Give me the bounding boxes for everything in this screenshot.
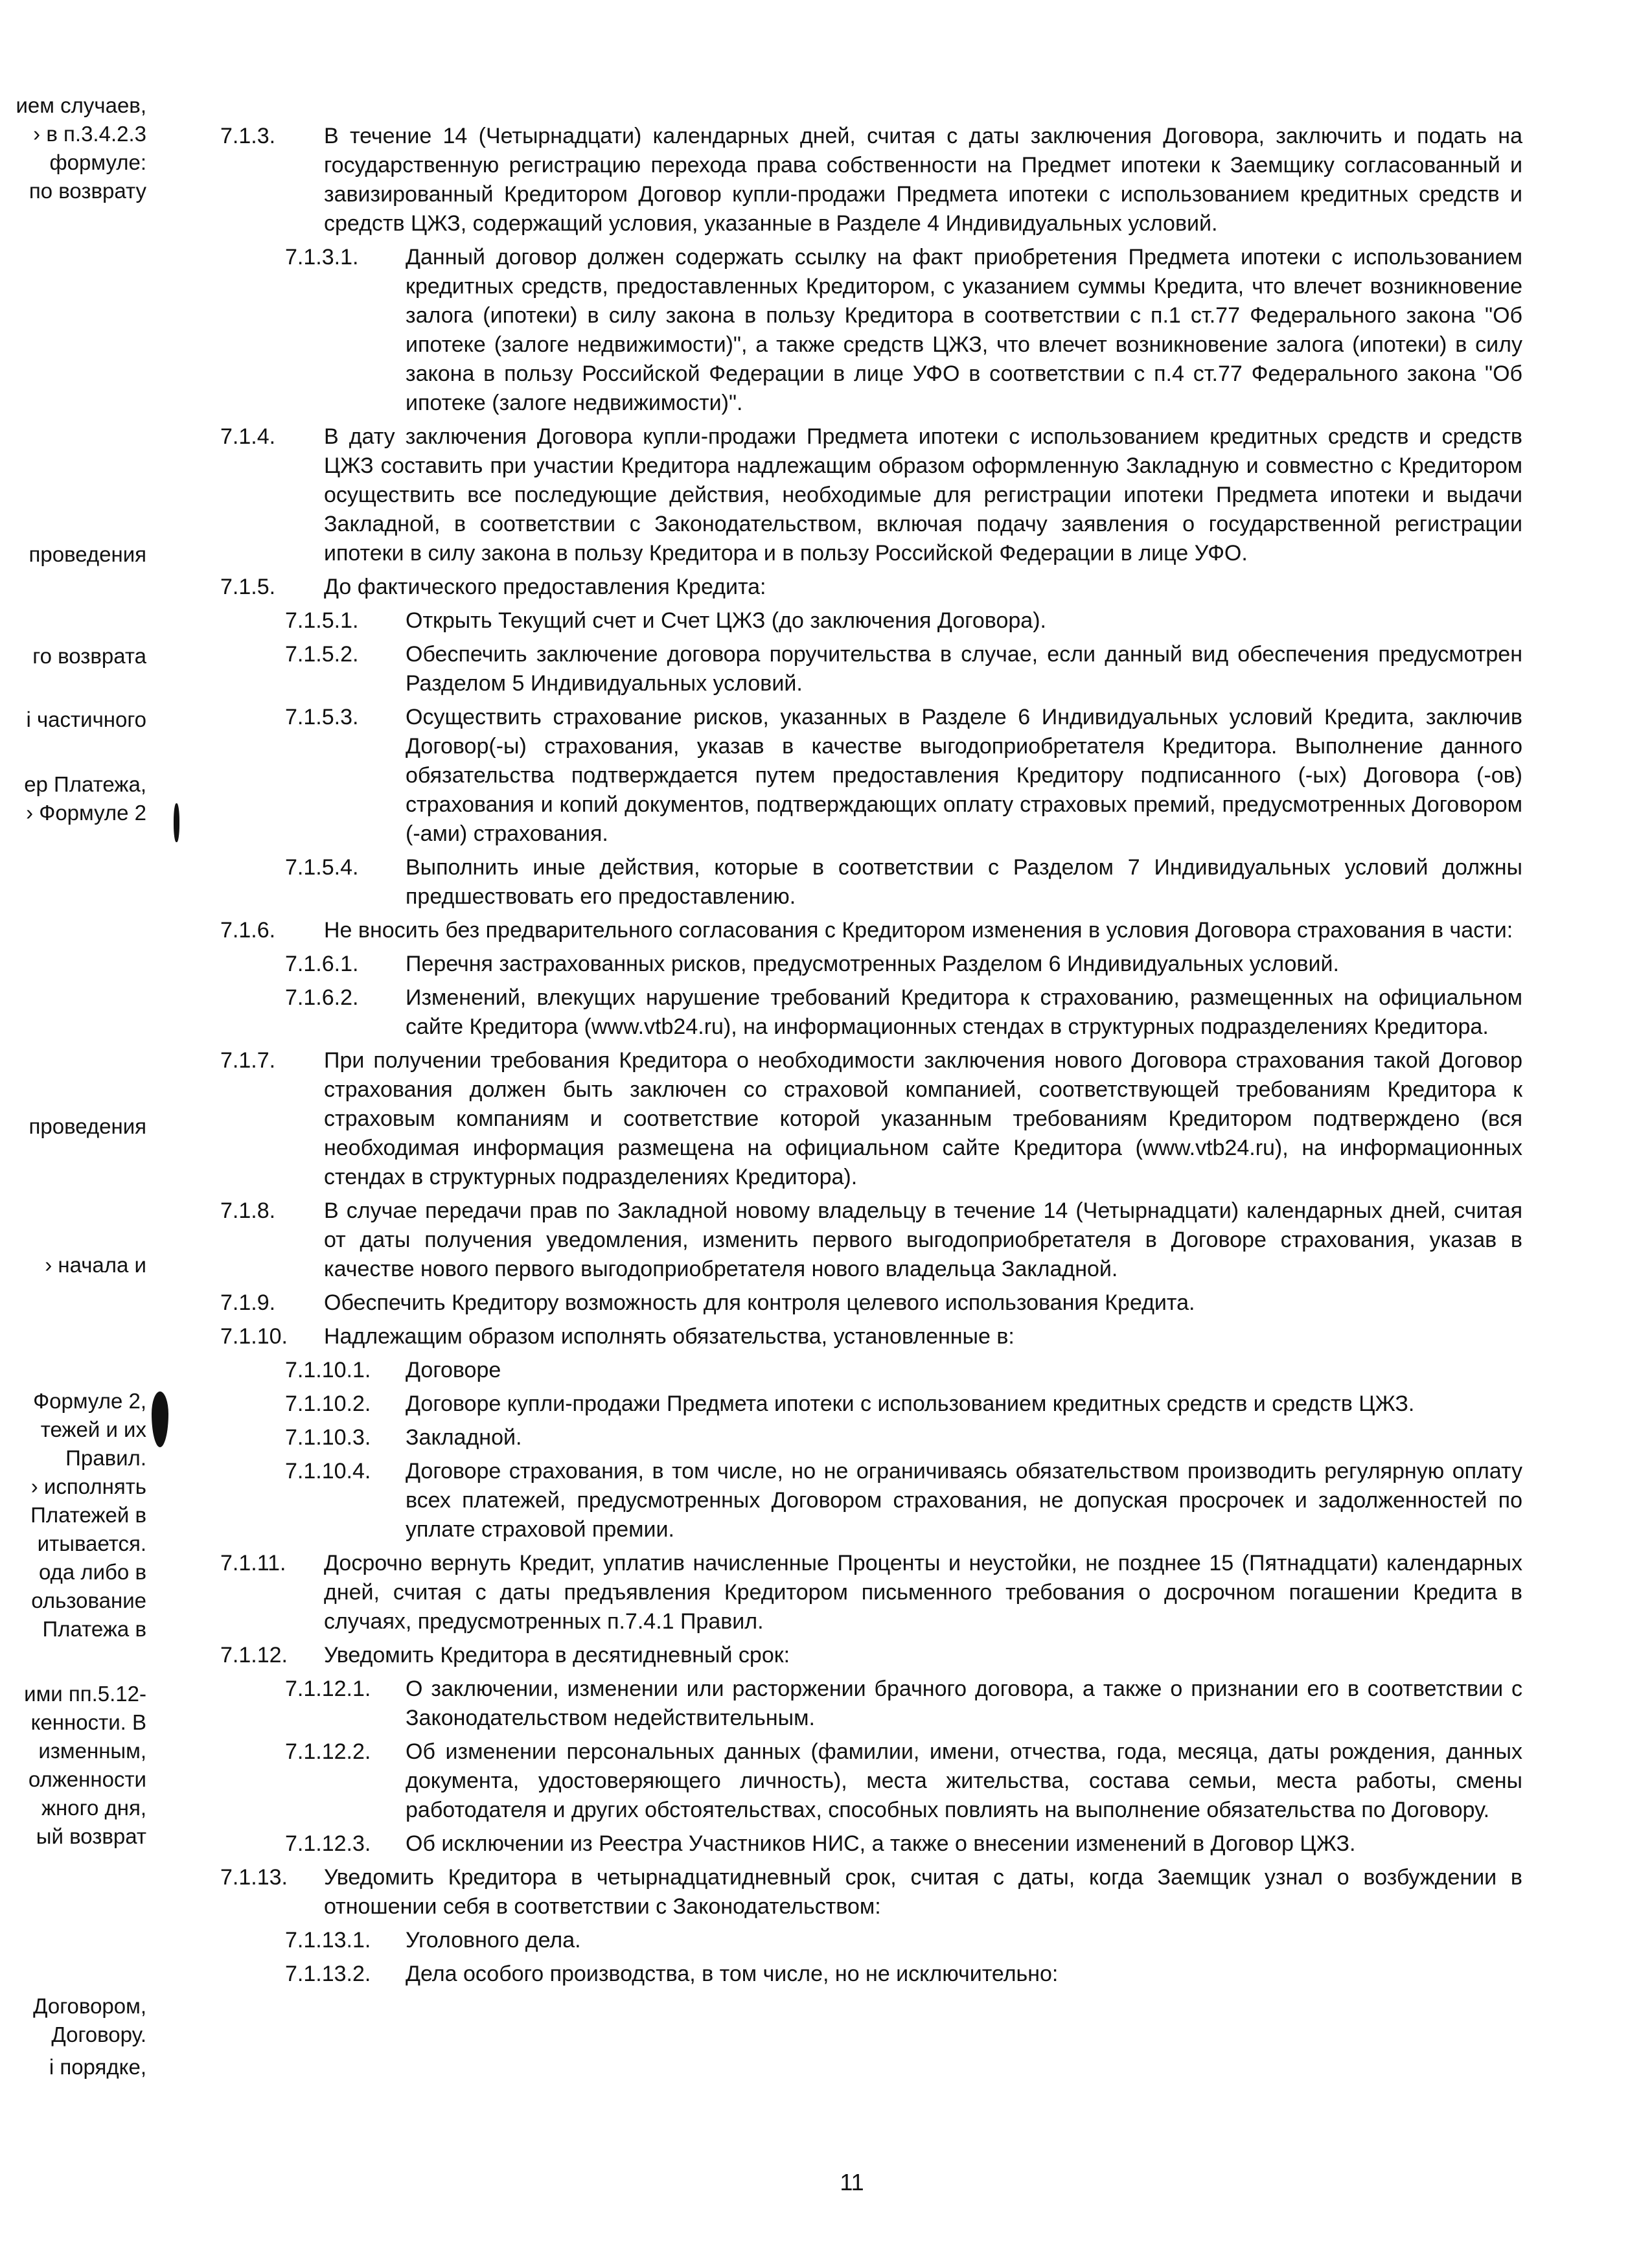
clause-number: 7.1.5. — [220, 575, 276, 599]
clause-7-1-5-2 — [285, 640, 1522, 698]
scan-artifact-mark — [152, 1392, 168, 1447]
clause-number: 7.1.5.4. — [285, 855, 359, 880]
margin-fragment: кенности. В — [30, 1710, 146, 1734]
clause-text: Надлежащим образом исполнять обязательства, установленные в: — [324, 1324, 1015, 1349]
clause-number: 7.1.10.4. — [285, 1459, 371, 1483]
clause-text: До фактического предоставления Кредита: — [324, 575, 766, 599]
clause-number: 7.1.12.2. — [285, 1739, 371, 1764]
clause-7-1-6-2 — [285, 983, 1522, 1042]
clause-number: 7.1.3.1. — [285, 245, 359, 269]
clause-text: Осуществить страхование рисков, указанных в Разделе 6 Индивидуальных условий Кредита, заключив Договор(-ы) страхования, указав в качестве выгодоприобретателя Кредитора. Выполнение данного обязательства подтверждается путем предоставления Кредитору подписанного (-ых) Договора (-ов) страхования и копий документов, подтверждающих оплату страховых премий, предусмотренных Договором (-ами) страхования. — [406, 705, 1522, 846]
clause-number: 7.1.13. — [220, 1865, 288, 1890]
clause-7-1-12 — [220, 1641, 1522, 1670]
scan-artifact-mark — [174, 803, 179, 842]
clause-number: 7.1.7. — [220, 1048, 276, 1073]
clause-7-1-12-1 — [285, 1675, 1522, 1733]
clause-text: Не вносить без предварительного согласования с Кредитором изменения в условия Договора страхования в части: — [324, 918, 1513, 943]
clause-number: 7.1.6.2. — [285, 985, 359, 1010]
clause-number: 7.1.10.2. — [285, 1392, 371, 1416]
clause-text: Договоре страхования, в том числе, но не ограничиваясь обязательством производить регулярную оплату всех платежей, предусмотренных Договором страхования, не допуская просрочек и задолженностей по уплате страховой премии. — [406, 1459, 1522, 1542]
clause-number: 7.1.11. — [220, 1551, 286, 1575]
clause-7-1-5-3 — [285, 703, 1522, 849]
margin-fragment: Договором, — [33, 1994, 146, 2018]
margin-fragment: Платежей в — [30, 1503, 146, 1527]
margin-fragment: і частичного — [26, 707, 146, 731]
clause-text: Выполнить иные действия, которые в соответствии с Разделом 7 Индивидуальных условий должны предшествовать его предоставлению. — [406, 855, 1522, 909]
clause-text: Обеспечить заключение договора поручительства в случае, если данный вид обеспечения предусмотрен Разделом 5 Индивидуальных условий. — [406, 642, 1522, 696]
clause-7-1-4 — [220, 422, 1522, 568]
clause-7-1-10-4 — [285, 1457, 1522, 1544]
clause-text: Закладной. — [406, 1425, 522, 1450]
clause-7-1-10-3 — [285, 1423, 1522, 1452]
clause-number: 7.1.10.3. — [285, 1425, 371, 1450]
clause-number: 7.1.10.1. — [285, 1358, 371, 1382]
clause-number: 7.1.12.1. — [285, 1677, 371, 1701]
margin-fragment: Договору. — [51, 2022, 146, 2046]
clause-number: 7.1.12.3. — [285, 1831, 371, 1856]
clause-7-1-5-4 — [285, 853, 1522, 911]
clause-7-1-13-2 — [285, 1960, 1522, 1989]
clause-7-1-12-2 — [285, 1737, 1522, 1825]
clause-text: Данный договор должен содержать ссылку на факт приобретения Предмета ипотеки с использованием кредитных средств, предоставленных Кредитором, с указанием суммы Кредита, что влечет возникновение залога (ипотеки) в силу закона в пользу Кредитора в соответствии с п.1 ст.77 Федерального закона "Об ипотеке (залоге недвижимости)", а также средств ЦЖЗ, что влечет возникновение залога (ипотеки) в силу закона в пользу Российской Федерации в лице УФО в соответствии с п.4 ст.77 Федерального закона "Об ипотеке (залоге недвижимости)". — [406, 245, 1522, 415]
clause-text: Дела особого производства, в том числе, но не исключительно: — [406, 1962, 1059, 1986]
clause-7-1-8 — [220, 1197, 1522, 1284]
margin-fragment: формуле: — [49, 150, 146, 174]
clause-text: В дату заключения Договора купли-продажи Предмета ипотеки с использованием кредитных средств и средств ЦЖЗ составить при участии Кредитора надлежащим образом оформленную Закладную и совместно с Кредитором осуществить все последующие действия, необходимые для регистрации ипотеки Предмета ипотеки и выдачи Закладной, в соответствии с Законодательством, включая подачу заявления о государственной регистрации ипотеки в силу закона в пользу Кредитора и в пользу Российской Федерации в лице УФО. — [324, 424, 1522, 566]
clause-number: 7.1.3. — [220, 124, 276, 148]
margin-fragment: ием случаев, — [16, 93, 146, 117]
margin-fragment: ими пп.5.12- — [24, 1682, 146, 1706]
clause-text: Обеспечить Кредитору возможность для контроля целевого использования Кредита. — [324, 1290, 1195, 1315]
clause-number: 7.1.5.1. — [285, 608, 359, 633]
margin-fragment: по возврату — [29, 179, 146, 203]
clause-7-1-10 — [220, 1322, 1522, 1351]
clause-7-1-5 — [220, 573, 1522, 602]
margin-fragment: итывается. — [37, 1531, 146, 1555]
clause-7-1-13 — [220, 1863, 1522, 1921]
clause-text: В течение 14 (Четырнадцати) календарных дней, считая с даты заключения Договора, заключить и подать на государственную регистрацию перехода права собственности на Предмет ипотеки к Заемщику согласованный и завизированный Кредитором Договор купли-продажи Предмета ипотеки с использованием кредитных средств и средств ЦЖЗ, содержащий условия, указанные в Разделе 4 Индивидуальных условий. — [324, 124, 1522, 236]
clause-text: Уведомить Кредитора в четырнадцатидневный срок, считая с даты, когда Заемщик узнал о возбуждении в отношении себя в соответствии с Законодательством: — [324, 1865, 1522, 1919]
clause-7-1-5-1 — [285, 606, 1522, 636]
clause-text: Уголовного дела. — [406, 1928, 581, 1953]
margin-fragment: ользование — [31, 1588, 146, 1612]
margin-fragment: жного дня, — [41, 1796, 146, 1820]
margin-fragment: ый возврат — [36, 1824, 146, 1848]
clause-7-1-3-1 — [285, 243, 1522, 418]
margin-fragment: ер Платежа, — [24, 772, 146, 796]
clause-number: 7.1.5.2. — [285, 642, 359, 667]
clause-text: Об исключении из Реестра Участников НИС, а также о внесении изменений в Договор ЦЖЗ. — [406, 1831, 1356, 1856]
clause-text: Об изменении персональных данных (фамилии, имени, отчества, года, месяца, даты рождения, данных документа, удостоверяющего личность), места жительства, состава семьи, места работы, смены работодателя и других обстоятельствах, способных повлиять на выполнение обязательства по Договору. — [406, 1739, 1522, 1822]
margin-fragment: го возврата — [32, 644, 146, 668]
clause-list — [220, 122, 1522, 1993]
margin-fragment: проведения — [29, 1114, 146, 1138]
margin-fragment: › Формуле 2 — [26, 801, 146, 825]
clause-text: Договоре купли-продажи Предмета ипотеки с использованием кредитных средств и средств ЦЖЗ. — [406, 1392, 1415, 1416]
margin-fragment: › начала и — [45, 1253, 146, 1277]
clause-number: 7.1.6. — [220, 918, 276, 943]
clause-7-1-10-2 — [285, 1390, 1522, 1419]
margin-fragment: Формуле 2, — [33, 1389, 146, 1413]
clause-text: Досрочно вернуть Кредит, уплатив начисленные Проценты и неустойки, не позднее 15 (Пятнадцати) календарных дней, считая с даты предъявления Кредитором письменного требования о досрочном погашении Кредита в случаях, предусмотренных п.7.4.1 Правил. — [324, 1551, 1522, 1634]
clause-7-1-6-1 — [285, 950, 1522, 979]
margin-fragment: проведения — [29, 542, 146, 566]
clause-7-1-12-3 — [285, 1829, 1522, 1859]
clause-number: 7.1.8. — [220, 1198, 276, 1223]
margin-fragment: і порядке, — [49, 2055, 146, 2079]
clause-7-1-11 — [220, 1549, 1522, 1636]
clause-7-1-7 — [220, 1046, 1522, 1192]
clause-number: 7.1.12. — [220, 1643, 288, 1667]
clause-7-1-10-1 — [285, 1356, 1522, 1385]
margin-fragment: изменным, — [38, 1739, 146, 1763]
clause-number: 7.1.13.1. — [285, 1928, 371, 1953]
margin-fragment: тежей и их — [40, 1417, 146, 1441]
clause-number: 7.1.9. — [220, 1290, 276, 1315]
page-number: 11 — [840, 2169, 864, 2195]
clause-number: 7.1.5.3. — [285, 705, 359, 729]
margin-fragment: Правил. — [65, 1446, 146, 1470]
clause-text: О заключении, изменении или расторжении брачного договора, а также о признании его в соответствии с Законодательством недействительным. — [406, 1677, 1522, 1730]
margin-fragment: Платежа в — [42, 1617, 146, 1641]
clause-text: При получении требования Кредитора о необходимости заключения нового Договора страхования такой Договор страхования должен быть заключен со страховой компанией, соответствующей требованиям Кредитора к страховым компаниям и соответствие которой указанным требованиям Кредитором подтверждено (вся необходимая информация размещена на официальном сайте Кредитора (www.vtb24.ru), на информационных стендах в структурных подразделениях Кредитора). — [324, 1048, 1522, 1189]
clause-number: 7.1.13.2. — [285, 1962, 371, 1986]
clause-text: Перечня застрахованных рисков, предусмотренных Разделом 6 Индивидуальных условий. — [406, 952, 1339, 976]
clause-number: 7.1.4. — [220, 424, 276, 449]
margin-fragment: › в п.3.4.2.3 — [33, 122, 146, 146]
clause-text: В случае передачи прав по Закладной новому владельцу в течение 14 (Четырнадцати) календарных дней, считая от даты получения уведомления, изменить первого выгодоприобретателя в Договоре страхования, указав в качестве нового первого выгодоприобретателя нового владельца Закладной. — [324, 1198, 1522, 1281]
margin-fragment: › исполнять — [30, 1474, 146, 1498]
margin-fragment: ода либо в — [38, 1560, 146, 1584]
clause-text: Открыть Текущий счет и Счет ЦЖЗ (до заключения Договора). — [406, 608, 1046, 633]
clause-text: Изменений, влекущих нарушение требований Кредитора к страхованию, размещенных на официальном сайте Кредитора (www.vtb24.ru), на информационных стендах в структурных подразделениях Кредитора. — [406, 985, 1522, 1039]
clause-text: Уведомить Кредитора в десятидневный срок: — [324, 1643, 790, 1667]
clause-7-1-6 — [220, 916, 1522, 945]
clause-7-1-3 — [220, 122, 1522, 238]
clause-text: Договоре — [406, 1358, 501, 1382]
margin-fragment: олженности — [28, 1767, 146, 1791]
clause-7-1-9 — [220, 1289, 1522, 1318]
clause-7-1-13-1 — [285, 1926, 1522, 1955]
clause-number: 7.1.10. — [220, 1324, 288, 1349]
clause-number: 7.1.6.1. — [285, 952, 359, 976]
